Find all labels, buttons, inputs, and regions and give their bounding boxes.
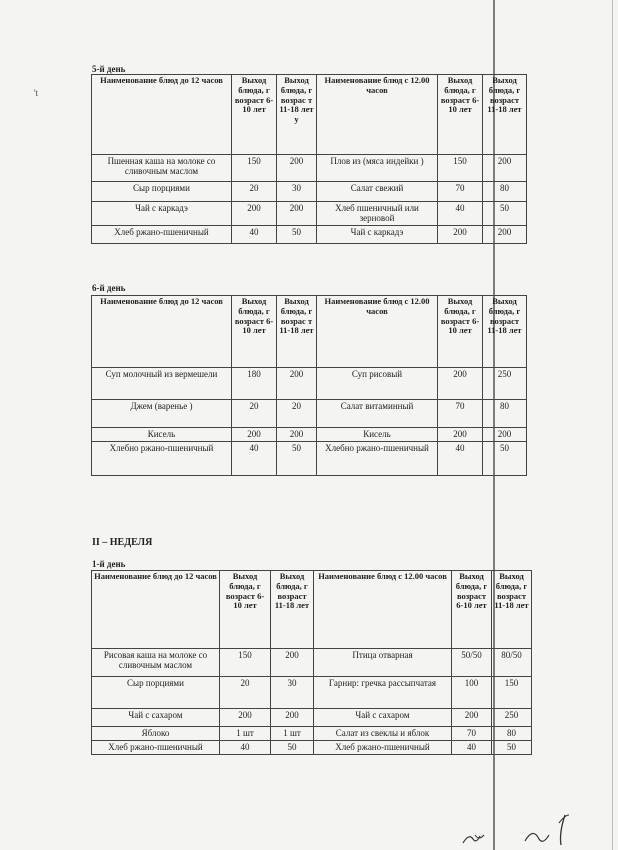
yield-11-18-cell: 50: [492, 741, 532, 755]
yield-11-18-cell: 1 шт: [271, 727, 314, 741]
dish-after-12-cell: Плов из (мяса индейки ): [317, 155, 438, 182]
table-header-row: [92, 75, 527, 155]
yield-11-18-cell: 30: [271, 677, 314, 709]
header-yield-11-18: Выход блюда, г возрас т 11-18 лет: [277, 296, 317, 368]
yield-11-18-cell: 250: [483, 368, 527, 400]
table-row: [92, 727, 532, 741]
yield-6-10-cell: 200: [438, 368, 483, 400]
yield-6-10-cell: 40: [220, 741, 271, 755]
day5-menu-table: [91, 74, 527, 244]
header-yield-11-18: Выход блюда, г возраст 11-18 лет: [483, 296, 527, 368]
yield-6-10-cell: 150: [232, 155, 277, 182]
dish-before-12-cell: Пшенная каша на молоке со сливочным маслом: [92, 155, 232, 182]
dish-before-12-cell: Кисель: [92, 428, 232, 442]
yield-11-18-cell: 200: [277, 428, 317, 442]
week2-day1-title: 1-й день: [92, 559, 126, 569]
header-yield-6-10: Выход блюда, г возраст 6-10 лет: [438, 75, 483, 155]
table-row: [92, 649, 532, 677]
yield-6-10-cell: 150: [220, 649, 271, 677]
yield-6-10-cell: 200: [438, 225, 483, 243]
yield-6-10-cell: 70: [438, 182, 483, 202]
dish-before-12-cell: Яблоко: [92, 727, 220, 741]
yield-11-18-cell: 20: [277, 400, 317, 428]
dish-before-12-cell: Суп молочный из вермешели: [92, 368, 232, 400]
dish-after-12-cell: Суп рисовый: [317, 368, 438, 400]
header-yield-6-10: Выход блюда, г возраст 6-10 лет: [438, 296, 483, 368]
yield-11-18-cell: 80: [483, 400, 527, 428]
yield-11-18-cell: 30: [277, 182, 317, 202]
table-row: [92, 741, 532, 755]
yield-6-10-cell: 50/50: [452, 649, 492, 677]
table-row: [92, 368, 527, 400]
dish-before-12-cell: Чай с каркадэ: [92, 202, 232, 226]
yield-11-18-cell: 200: [277, 155, 317, 182]
table-row: [92, 400, 527, 428]
yield-11-18-cell: 50: [271, 741, 314, 755]
dish-after-12-cell: Хлебно ржано-пшеничный: [317, 442, 438, 476]
table-header-row: [92, 571, 532, 649]
yield-6-10-cell: 100: [452, 677, 492, 709]
dish-after-12-cell: Салат из свеклы и яблок: [314, 727, 452, 741]
yield-6-10-cell: 40: [452, 741, 492, 755]
yield-6-10-cell: 200: [220, 709, 271, 727]
header-name-after-12: Наименование блюд с 12.00 часов: [317, 296, 438, 368]
yield-11-18-cell: 200: [277, 368, 317, 400]
yield-11-18-cell: 80/50: [492, 649, 532, 677]
yield-11-18-cell: 50: [483, 202, 527, 226]
dish-before-12-cell: Хлеб ржано-пшеничный: [92, 741, 220, 755]
day6-title: 6-й день: [92, 283, 126, 293]
dish-before-12-cell: Рисовая каша на молоке со сливочным маслом: [92, 649, 220, 677]
header-yield-11-18: Выход блюда, г возраст 11-18 лет: [483, 75, 527, 155]
yield-6-10-cell: 40: [232, 442, 277, 476]
header-yield-6-10: Выход блюда, г возраст 6-10 лет: [452, 571, 492, 649]
yield-6-10-cell: 200: [452, 709, 492, 727]
dish-after-12-cell: Хлеб пшеничный или зерновой: [317, 202, 438, 226]
week2-title: II – НЕДЕЛЯ: [92, 537, 153, 548]
yield-6-10-cell: 180: [232, 368, 277, 400]
yield-6-10-cell: 40: [232, 225, 277, 243]
yield-11-18-cell: 200: [483, 225, 527, 243]
dish-after-12-cell: Хлеб ржано-пшеничный: [314, 741, 452, 755]
header-yield-11-18: Выход блюда, г возраст 11-18 лет: [492, 571, 532, 649]
yield-6-10-cell: 40: [438, 202, 483, 226]
yield-11-18-cell: 50: [277, 225, 317, 243]
header-name-before-12: Наименование блюд до 12 часов: [92, 75, 232, 155]
dish-after-12-cell: Чай с сахаром: [314, 709, 452, 727]
table-row: [92, 428, 527, 442]
yield-11-18-cell: 50: [277, 442, 317, 476]
table-row: [92, 677, 532, 709]
yield-11-18-cell: 80: [492, 727, 532, 741]
yield-11-18-cell: 200: [271, 709, 314, 727]
margin-mark: 't: [34, 88, 39, 98]
yield-6-10-cell: 40: [438, 442, 483, 476]
table-row: [92, 202, 527, 226]
yield-6-10-cell: 200: [438, 428, 483, 442]
day5-title: 5-й день: [92, 64, 126, 74]
header-yield-6-10: Выход блюда, г возраст 6-10 лет: [232, 75, 277, 155]
yield-11-18-cell: 200: [483, 155, 527, 182]
day6-menu-table: [91, 295, 527, 476]
dish-after-12-cell: Салат свежий: [317, 182, 438, 202]
yield-6-10-cell: 150: [438, 155, 483, 182]
yield-6-10-cell: 70: [452, 727, 492, 741]
dish-before-12-cell: Сыр порциями: [92, 677, 220, 709]
yield-6-10-cell: 70: [438, 400, 483, 428]
yield-6-10-cell: 200: [232, 428, 277, 442]
yield-6-10-cell: 1 шт: [220, 727, 271, 741]
header-name-after-12: Наименование блюд с 12.00 часов: [317, 75, 438, 155]
header-yield-6-10: Выход блюда, г возраст 6-10 лет: [220, 571, 271, 649]
dish-after-12-cell: Кисель: [317, 428, 438, 442]
week2-day1-menu-table: [91, 570, 532, 755]
dish-after-12-cell: Чай с каркадэ: [317, 225, 438, 243]
dish-after-12-cell: Салат витаминный: [317, 400, 438, 428]
header-yield-6-10: Выход блюда, г возраст 6-10 лет: [232, 296, 277, 368]
dish-before-12-cell: Чай с сахаром: [92, 709, 220, 727]
yield-6-10-cell: 20: [220, 677, 271, 709]
scan-edge-line: [612, 0, 613, 850]
yield-11-18-cell: 250: [492, 709, 532, 727]
dish-before-12-cell: Джем (варенье ): [92, 400, 232, 428]
yield-11-18-cell: 50: [483, 442, 527, 476]
header-name-before-12: Наименование блюд до 12 часов: [92, 571, 220, 649]
yield-11-18-cell: 200: [271, 649, 314, 677]
dish-before-12-cell: Хлеб ржано-пшеничный: [92, 225, 232, 243]
yield-11-18-cell: 150: [492, 677, 532, 709]
dish-after-12-cell: Птица отварная: [314, 649, 452, 677]
yield-6-10-cell: 200: [232, 202, 277, 226]
yield-6-10-cell: 20: [232, 182, 277, 202]
table-row: [92, 182, 527, 202]
yield-11-18-cell: 80: [483, 182, 527, 202]
dish-before-12-cell: Сыр порциями: [92, 182, 232, 202]
yield-11-18-cell: 200: [483, 428, 527, 442]
table-row: [92, 225, 527, 243]
table-row: [92, 155, 527, 182]
yield-11-18-cell: 200: [277, 202, 317, 226]
dish-before-12-cell: Хлебно ржано-пшеничный: [92, 442, 232, 476]
dish-after-12-cell: Гарнир: гречка рассыпчатая: [314, 677, 452, 709]
header-yield-11-18: Выход блюда, г возрас т 11-18 лет у: [277, 75, 317, 155]
signature-image: [455, 805, 590, 850]
yield-6-10-cell: 20: [232, 400, 277, 428]
header-name-after-12: Наименование блюд с 12.00 часов: [314, 571, 452, 649]
table-header-row: [92, 296, 527, 368]
header-yield-11-18: Выход блюда, г возраст 11-18 лет: [271, 571, 314, 649]
table-row: [92, 709, 532, 727]
table-row: [92, 442, 527, 476]
header-name-before-12: Наименование блюд до 12 часов: [92, 296, 232, 368]
